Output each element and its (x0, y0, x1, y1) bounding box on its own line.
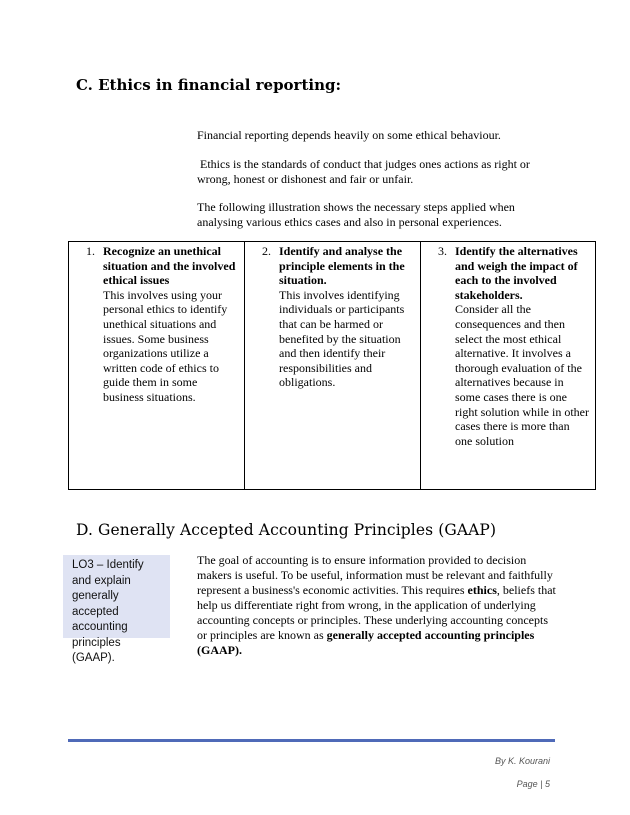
learning-objective-box: LO3 – Identify and explain generally accepted accounting principles (GAAP). (63, 555, 170, 638)
step-body: Consider all the consequences and then select the most ethical alternative. It involves a thorough evaluation of the alternatives because in some cases there is one right solution while in other cases there is more than one solution (455, 302, 589, 448)
footer-page-number: Page | 5 (516, 779, 550, 789)
section-c-paragraph-2: Ethics is the standards of conduct that judges ones actions as right or wrong, honest or dishonest and fair or unfair. (197, 157, 530, 186)
gaap-term: generally accepted accounting principles (GAAP). (197, 628, 535, 657)
step-number: 2. (262, 244, 271, 258)
step-cell-2 (245, 242, 421, 490)
ethics-steps-table (68, 241, 596, 490)
step-heading: Identify the alternatives and weigh the impact of each to the involved stakeholders. (455, 244, 578, 302)
section-d-text-2: , beliefs that help us differentiate right from wrong, in the application of underlying accounting concepts or principles. These underlying accounting concepts or principles are known as (197, 583, 556, 642)
footer-divider (68, 739, 555, 742)
step-heading: Identify and analyse the principle elements in the situation. (279, 244, 405, 288)
step-number: 3. (438, 244, 447, 258)
step-body: This involves identifying individuals or participants that can be harmed or benefited by the situation and then identify their responsibilities and obligations. (279, 287, 405, 390)
step-number: 1. (86, 244, 95, 258)
section-d-text-1: The goal of accounting is to ensure information provided to decision makers is useful. To be useful, information must be relevant and faithfully represent a business's economic activities. This requires (197, 553, 553, 597)
step-cell-3 (421, 242, 596, 490)
step-heading: Recognize an unethical situation and the involved ethical issues (103, 244, 236, 288)
step-body: This involves using your personal ethics to identify unethical situations and issues. Some business organizations utilize a written code of ethics to guide them in some business situations. (103, 287, 228, 404)
ethics-term: ethics (467, 583, 497, 597)
step-cell-1 (69, 242, 245, 490)
section-c-paragraph-3: The following illustration shows the necessary steps applied when analysing various ethics cases and also in personal experiences. (197, 200, 515, 229)
section-d-title: D. Generally Accepted Accounting Principles (GAAP) (76, 521, 497, 539)
footer-author: By K. Kourani (494, 756, 550, 766)
section-d-paragraph (197, 553, 559, 658)
section-c-title: C. Ethics in financial reporting: (76, 76, 342, 94)
section-c-paragraph-1: Financial reporting depends heavily on some ethical behaviour. (197, 128, 501, 142)
